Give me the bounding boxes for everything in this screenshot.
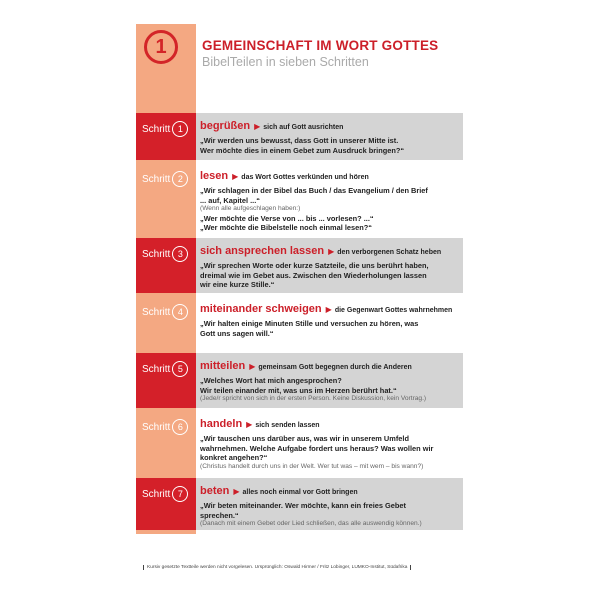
step-verb: lesen: [200, 170, 229, 182]
step-gloss: sich auf Gott ausrichten: [263, 124, 344, 131]
step-line: „Wir tauschen uns darüber aus, was wir in unserem Umfeld: [200, 434, 409, 443]
step-line: „Welches Wort hat mich angesprochen?: [200, 376, 342, 385]
step-line: „Wir sprechen Worte oder kurze Satzteile, die uns berührt haben,: [200, 261, 429, 270]
step-line: wir eine kurze Stille.“: [200, 280, 275, 290]
step-line: sprechen.“: [200, 510, 239, 520]
step-line: „Wer möchte die Bibelstelle noch einmal lesen?“: [200, 223, 372, 233]
arrow-right-icon: ▶: [232, 172, 239, 181]
step-line: „Wir halten einige Minuten Stille und versuchen zu hören, was: [200, 319, 419, 328]
step-word: Schritt: [142, 488, 171, 500]
bibelteilen-card: [136, 24, 463, 534]
step-note: (Danach mit einem Gebet oder Lied schließen, das alle auswendig können.): [200, 520, 422, 528]
step-word: Schritt: [142, 421, 171, 433]
step-label: [136, 163, 196, 231]
step-number-badge: 5: [172, 361, 188, 377]
step-gloss: den verborgenen Schatz heben: [337, 249, 442, 256]
step-verb: miteinander schweigen: [200, 303, 322, 315]
arrow-right-icon: ▶: [325, 305, 332, 314]
step-number-badge: 6: [172, 419, 188, 435]
arrow-right-icon: ▶: [246, 420, 253, 429]
step-1: [136, 113, 463, 160]
step-line: „Wir werden uns bewusst, dass Gott in unserer Mitte ist.: [200, 136, 399, 145]
step-content: [196, 478, 463, 530]
step-number-badge: 7: [172, 486, 188, 502]
step-line: „Wer möchte die Verse von ... bis ... vorlesen? ...“: [200, 213, 374, 223]
arrow-right-icon: ▶: [233, 487, 240, 496]
step-gloss: alles noch einmal vor Gott bringen: [242, 489, 358, 496]
step-label: [136, 478, 196, 530]
section-number-badge: 1: [144, 30, 178, 64]
page-title: GEMEINSCHAFT IM WORT GOTTES: [202, 38, 439, 53]
arrow-right-icon: ▶: [249, 362, 256, 371]
step-label: [136, 113, 196, 160]
step-word: Schritt: [142, 173, 171, 185]
step-4: [136, 296, 463, 348]
step-5: [136, 353, 463, 408]
step-content: [196, 238, 463, 293]
step-verb: begrüßen: [200, 120, 251, 132]
step-word: Schritt: [142, 363, 171, 375]
step-line: „Wir schlagen in der Bibel das Buch / das Evangelium / den Brief: [200, 186, 428, 195]
step-content: [196, 411, 463, 473]
step-number-badge: 4: [172, 304, 188, 320]
step-content: [196, 163, 463, 231]
step-line: dreimal wie im Gebet aus. Zwischen den Wiederholungen lassen: [200, 270, 427, 280]
step-verb: sich ansprechen lassen: [200, 245, 325, 257]
step-gloss: die Gegenwart Gottes wahrnehmen: [334, 307, 453, 314]
step-gloss: das Wort Gottes verkünden und hören: [241, 174, 369, 181]
step-line: konkret angehen?“: [200, 453, 268, 463]
step-line: wahrnehmen. Welche Aufgabe fordert uns heraus? Was wollen wir: [200, 443, 434, 453]
step-number-badge: 1: [172, 121, 188, 137]
step-line: Gott uns sagen will.“: [200, 328, 274, 338]
step-word: Schritt: [142, 306, 171, 318]
step-verb: beten: [200, 485, 230, 497]
step-note: (Jede/r spricht von sich in der ersten Person. Keine Diskussion, kein Vortrag.): [200, 395, 427, 403]
step-label: [136, 411, 196, 473]
step-content: [196, 353, 463, 408]
page-subtitle: BibelTeilen in sieben Schritten: [202, 55, 369, 69]
step-7: [136, 478, 463, 530]
arrow-right-icon: ▶: [328, 247, 335, 256]
step-verb: handeln: [200, 418, 243, 430]
step-gloss: sich senden lassen: [255, 422, 320, 429]
step-number-badge: 3: [172, 246, 188, 262]
step-line: ... auf, Kapitel ...“: [200, 195, 260, 205]
step-note: (Wenn alle aufgeschlagen haben:): [200, 205, 301, 213]
footer-note: Kursiv gesetzte Textteile werden nicht vorgelesen. Ursprünglich: Oswald Hirmer / Fritz Lobinger, LUMKO-Institut, Südafrika: [143, 565, 411, 570]
step-2: [136, 163, 463, 231]
step-verb: mitteilen: [200, 360, 246, 372]
step-word: Schritt: [142, 123, 171, 135]
step-note: (Christus handelt durch uns in der Welt. Wer tut was – mit wem – bis wann?): [200, 462, 424, 470]
card-header: [136, 24, 463, 114]
step-label: [136, 353, 196, 408]
step-line: Wer möchte dies in einem Gebet zum Ausdruck bringen?“: [200, 145, 405, 155]
step-content: [196, 113, 463, 160]
step-word: Schritt: [142, 248, 171, 260]
step-line: „Wir beten miteinander. Wer möchte, kann ein freies Gebet: [200, 501, 406, 510]
step-content: [196, 296, 463, 348]
arrow-right-icon: ▶: [254, 122, 261, 131]
step-number-badge: 2: [172, 171, 188, 187]
step-6: [136, 411, 463, 473]
step-label: [136, 238, 196, 293]
step-line: Wir teilen einander mit, was uns im Herzen berührt hat.“: [200, 385, 397, 395]
step-3: [136, 238, 463, 293]
step-label: [136, 296, 196, 348]
step-gloss: gemeinsam Gott begegnen durch die Anderen: [258, 364, 412, 371]
